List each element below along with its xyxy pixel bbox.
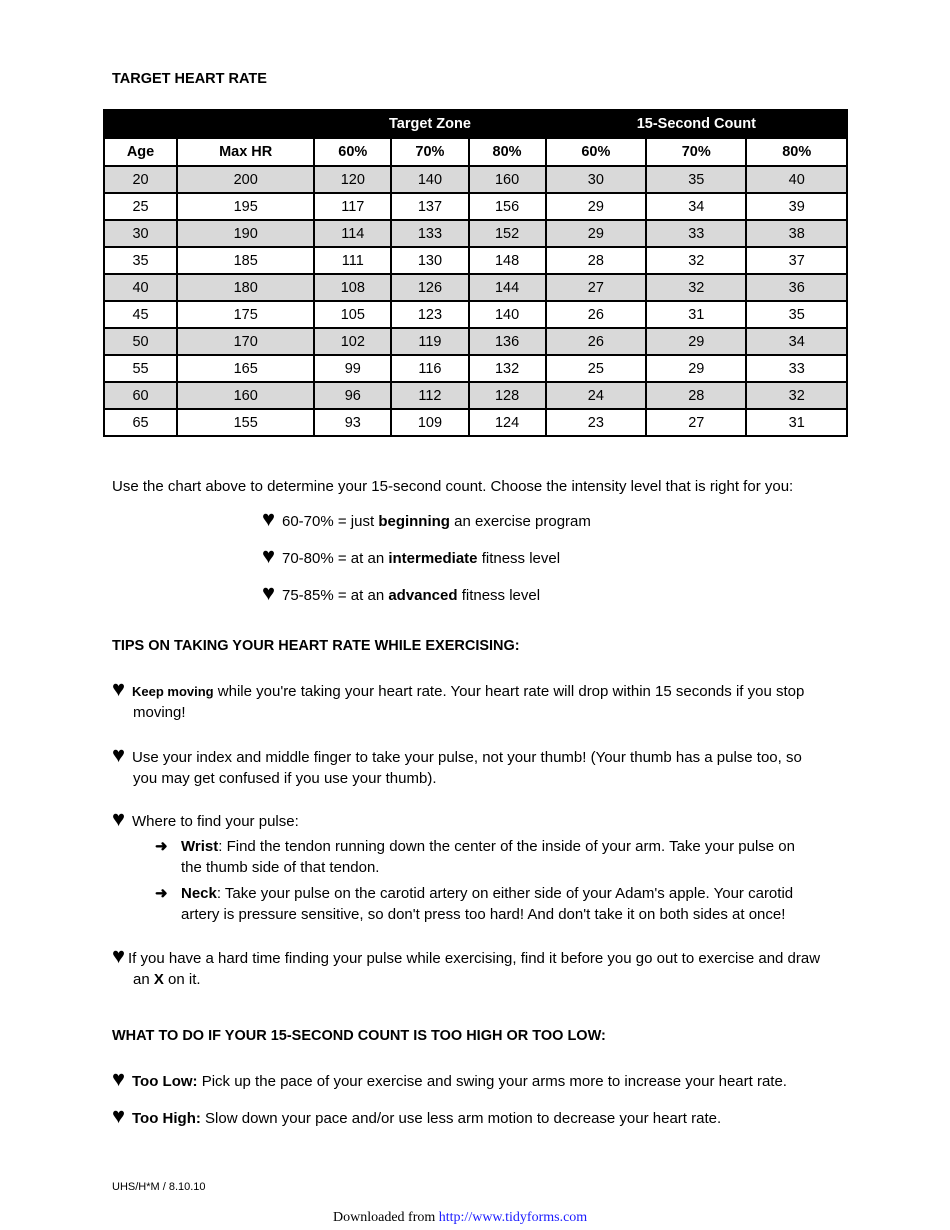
footer-code: UHS/H*M / 8.10.10 <box>112 1181 206 1193</box>
table-cell: 50 <box>104 328 177 355</box>
heart-icon: ♥ <box>112 943 126 968</box>
table-cell: 165 <box>177 355 314 382</box>
table-cell: 160 <box>177 382 314 409</box>
what-to-do-heading: WHAT TO DO IF YOUR 15-SECOND COUNT IS TOO HIGH OR TOO LOW: <box>112 1028 606 1044</box>
table-cell: 33 <box>646 220 746 247</box>
group-header-blank <box>104 110 314 138</box>
table-cell: 200 <box>177 166 314 193</box>
table-cell: 30 <box>104 220 177 247</box>
tip-index-finger: ♥ Use your index and middle finger to take your pulse, not your thumb! (Your thumb has a pulse too, so you may get confused if you use your thumb). <box>112 742 802 787</box>
table-cell: 30 <box>546 166 646 193</box>
table-cell: 116 <box>391 355 468 382</box>
table-cell: 120 <box>314 166 391 193</box>
table-cell: 109 <box>391 409 468 436</box>
table-cell: 32 <box>646 274 746 301</box>
table-cell: 123 <box>391 301 468 328</box>
table-cell: 28 <box>646 382 746 409</box>
column-header: 80% <box>746 138 847 166</box>
table-cell: 26 <box>546 301 646 328</box>
arrow-right-icon: ➜ <box>155 838 168 855</box>
table-cell: 23 <box>546 409 646 436</box>
table-row <box>104 193 847 220</box>
table-cell: 60 <box>104 382 177 409</box>
table-cell: 190 <box>177 220 314 247</box>
table-cell: 105 <box>314 301 391 328</box>
column-header: 70% <box>391 138 468 166</box>
table-cell: 29 <box>646 328 746 355</box>
table-group-header-row <box>104 110 847 138</box>
table-cell: 35 <box>104 247 177 274</box>
intro-text: Use the chart above to determine your 15-second count. Choose the intensity level that is right for you: <box>112 478 794 495</box>
table-cell: 155 <box>177 409 314 436</box>
group-header-15-second-count: 15-Second Count <box>546 110 847 138</box>
table-cell: 45 <box>104 301 177 328</box>
heart-icon: ♥ <box>262 506 276 531</box>
table-cell: 128 <box>469 382 546 409</box>
table-row <box>104 328 847 355</box>
group-header-target-zone: Target Zone <box>314 110 545 138</box>
table-cell: 33 <box>746 355 847 382</box>
heart-icon: ♥ <box>262 543 276 568</box>
target-heart-rate-table <box>103 109 848 437</box>
table-body <box>104 166 847 436</box>
table-cell: 35 <box>746 301 847 328</box>
table-cell: 65 <box>104 409 177 436</box>
page-title: TARGET HEART RATE <box>112 71 267 87</box>
table-cell: 40 <box>746 166 847 193</box>
table-cell: 119 <box>391 328 468 355</box>
table-cell: 108 <box>314 274 391 301</box>
table-cell: 37 <box>746 247 847 274</box>
table-cell: 112 <box>391 382 468 409</box>
table-cell: 32 <box>646 247 746 274</box>
column-header: 70% <box>646 138 746 166</box>
table-cell: 114 <box>314 220 391 247</box>
table-cell: 175 <box>177 301 314 328</box>
table-row <box>104 247 847 274</box>
table-column-header-row <box>104 138 847 166</box>
table-row <box>104 409 847 436</box>
column-header: 60% <box>314 138 391 166</box>
table-cell: 55 <box>104 355 177 382</box>
tip-wrist: ➜ Wrist: Find the tendon running down the center of the inside of your arm. Take your pulse on the thumb side of that tendon. <box>155 838 795 876</box>
table-cell: 29 <box>646 355 746 382</box>
table-row <box>104 355 847 382</box>
heart-icon: ♥ <box>112 676 126 701</box>
table-row <box>104 274 847 301</box>
table-cell: 24 <box>546 382 646 409</box>
heart-icon: ♥ <box>112 1066 126 1091</box>
table-cell: 133 <box>391 220 468 247</box>
arrow-right-icon: ➜ <box>155 885 168 902</box>
table-cell: 27 <box>646 409 746 436</box>
table-cell: 96 <box>314 382 391 409</box>
table-cell: 28 <box>546 247 646 274</box>
table-cell: 31 <box>646 301 746 328</box>
table-cell: 148 <box>469 247 546 274</box>
table-cell: 152 <box>469 220 546 247</box>
table-cell: 99 <box>314 355 391 382</box>
table-cell: 35 <box>646 166 746 193</box>
column-header: 80% <box>469 138 546 166</box>
tip-hard-time-finding-pulse: ♥ If you have a hard time finding your pulse while exercising, find it before you go out to exercise and draw an X on it. <box>112 943 821 988</box>
table-cell: 36 <box>746 274 847 301</box>
intensity-level-beginning: ♥ 60-70% = just beginning an exercise program <box>262 506 591 531</box>
table-cell: 102 <box>314 328 391 355</box>
column-header: Age <box>104 138 177 166</box>
table-cell: 20 <box>104 166 177 193</box>
table-cell: 40 <box>104 274 177 301</box>
table-row <box>104 382 847 409</box>
table-cell: 126 <box>391 274 468 301</box>
table-cell: 34 <box>746 328 847 355</box>
too-high-advice: ♥ Too High: Slow down your pace and/or use less arm motion to decrease your heart rate. <box>112 1103 722 1128</box>
table-cell: 170 <box>177 328 314 355</box>
table-cell: 137 <box>391 193 468 220</box>
table-cell: 93 <box>314 409 391 436</box>
downloaded-from-note: Downloaded from http://www.tidyforms.com <box>333 1210 588 1225</box>
table-row <box>104 166 847 193</box>
table-cell: 26 <box>546 328 646 355</box>
table-cell: 31 <box>746 409 847 436</box>
table-cell: 124 <box>469 409 546 436</box>
table-cell: 25 <box>546 355 646 382</box>
table-cell: 29 <box>546 220 646 247</box>
intensity-level-intermediate: ♥ 70-80% = at an intermediate fitness level <box>262 543 561 568</box>
table-cell: 144 <box>469 274 546 301</box>
column-header: 60% <box>546 138 646 166</box>
table-row <box>104 301 847 328</box>
table-row <box>104 220 847 247</box>
heart-icon: ♥ <box>262 580 276 605</box>
table-cell: 140 <box>391 166 468 193</box>
table-cell: 111 <box>314 247 391 274</box>
table-cell: 180 <box>177 274 314 301</box>
tidyforms-link[interactable]: http://www.tidyforms.com <box>438 1210 588 1225</box>
column-header: Max HR <box>177 138 314 166</box>
table-cell: 25 <box>104 193 177 220</box>
table-cell: 136 <box>469 328 546 355</box>
table-cell: 34 <box>646 193 746 220</box>
table-cell: 185 <box>177 247 314 274</box>
table-cell: 39 <box>746 193 847 220</box>
tips-heading: TIPS ON TAKING YOUR HEART RATE WHILE EXERCISING: <box>112 638 520 654</box>
tip-neck: ➜ Neck: Take your pulse on the carotid artery on either side of your Adam's apple. Your carotid artery is pressure sensitive, so don't press too hard! And don't take it on both sides at once! <box>155 885 794 923</box>
table-cell: 117 <box>314 193 391 220</box>
table-cell: 130 <box>391 247 468 274</box>
heart-icon: ♥ <box>112 1103 126 1128</box>
table-cell: 195 <box>177 193 314 220</box>
table-cell: 156 <box>469 193 546 220</box>
intensity-level-advanced: ♥ 75-85% = at an advanced fitness level <box>262 580 541 605</box>
table-cell: 160 <box>469 166 546 193</box>
table-cell: 38 <box>746 220 847 247</box>
tip-keep-moving: ♥ Keep moving while you're taking your heart rate. Your heart rate will drop within 15 seconds if you stop moving! <box>112 676 805 721</box>
table-cell: 140 <box>469 301 546 328</box>
table-cell: 29 <box>546 193 646 220</box>
table-cell: 27 <box>546 274 646 301</box>
heart-icon: ♥ <box>112 742 126 767</box>
too-low-advice: ♥ Too Low: Pick up the pace of your exercise and swing your arms more to increase your heart rate. <box>112 1066 787 1091</box>
heart-icon: ♥ <box>112 806 126 831</box>
table-cell: 132 <box>469 355 546 382</box>
tip-where-to-find-pulse: ♥ Where to find your pulse: <box>112 806 299 831</box>
table-cell: 32 <box>746 382 847 409</box>
